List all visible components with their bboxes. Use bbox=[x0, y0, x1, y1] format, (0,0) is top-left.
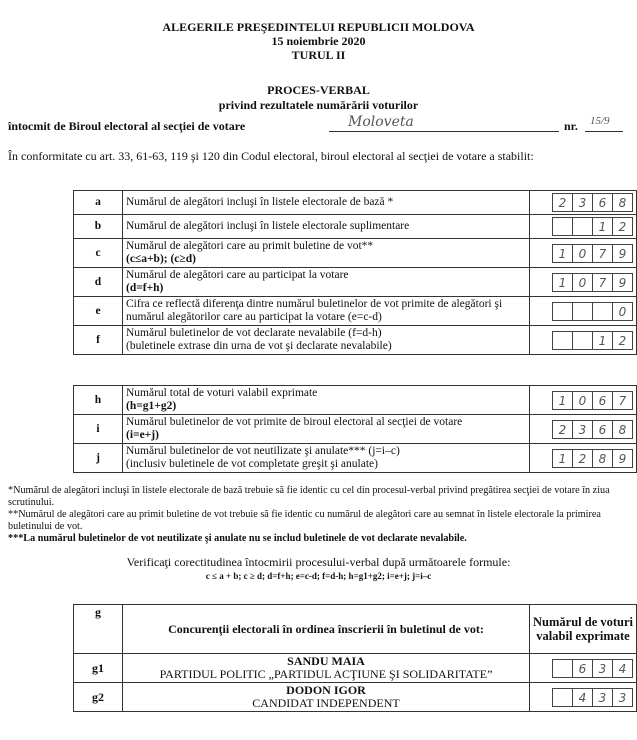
row-description bbox=[123, 239, 530, 268]
row-desc-text: Numărul de alegători incluşi în listele electorale suplimentare bbox=[126, 220, 410, 232]
candidate-party: PARTIDUL POLITIC „PARTIDUL ACŢIUNE ŞI SOLIDARITATE” bbox=[159, 667, 493, 681]
result-row-j bbox=[74, 444, 637, 473]
row-desc-text: Numărul de alegători care au primit buletine de vot** bbox=[126, 240, 374, 252]
digit-box bbox=[592, 302, 613, 321]
digit-box: 1 bbox=[552, 449, 573, 468]
result-row-i bbox=[74, 415, 637, 444]
digit-boxes bbox=[533, 273, 633, 292]
candidates-key-header: g bbox=[74, 605, 123, 654]
results-table-2 bbox=[73, 385, 637, 473]
row-description bbox=[123, 268, 530, 297]
row-key: j bbox=[74, 444, 123, 473]
digit-box: 2 bbox=[612, 331, 633, 350]
digit-boxes-cell bbox=[530, 444, 637, 473]
digit-box bbox=[572, 331, 593, 350]
digit-box: 3 bbox=[572, 420, 593, 439]
row-key: c bbox=[74, 239, 123, 268]
footnotes bbox=[8, 485, 630, 545]
digit-box: 3 bbox=[572, 193, 593, 212]
digit-boxes-cell bbox=[530, 297, 637, 326]
row-key: e bbox=[74, 297, 123, 326]
nr-label: nr. bbox=[564, 119, 578, 133]
digit-box: 3 bbox=[592, 688, 613, 707]
digit-box: 9 bbox=[612, 449, 633, 468]
digit-box: 2 bbox=[572, 449, 593, 468]
digit-box: 1 bbox=[592, 217, 613, 236]
pv-title: PROCES-VERBAL bbox=[267, 83, 370, 97]
digit-box: 0 bbox=[572, 244, 593, 263]
digit-box: 9 bbox=[612, 273, 633, 292]
candidate-name: DODON IGOR bbox=[286, 683, 366, 697]
digit-boxes-cell bbox=[530, 326, 637, 355]
row-description bbox=[123, 215, 530, 239]
pv-subtitle: privind rezultatele numărării voturilor bbox=[218, 98, 419, 112]
digit-boxes bbox=[533, 331, 633, 350]
row-desc-text: Numărul buletinelor de vot declarate nevalabile (f=d-h) bbox=[126, 327, 382, 339]
digit-boxes bbox=[533, 217, 633, 236]
row-key: b bbox=[74, 215, 123, 239]
digit-box: 3 bbox=[612, 688, 633, 707]
digit-boxes-cell bbox=[530, 415, 637, 444]
digit-box: 7 bbox=[592, 244, 613, 263]
row-description bbox=[123, 386, 530, 415]
footnote-2: **Numărul de alegători care au primit buletine de vot trebuie să fie identic cu numărul de alegători care au semnat în listele electorale la primirea buletinului de vot. bbox=[8, 509, 601, 532]
digit-box: 6 bbox=[572, 659, 593, 678]
document-header bbox=[0, 20, 637, 62]
digit-box: 0 bbox=[572, 273, 593, 292]
candidate-row-g1 bbox=[74, 654, 637, 683]
row-formula: (inclusiv buletinele de vot completate greşit şi anulate) bbox=[126, 458, 378, 470]
row-formula: (buletinele extrase din urna de vot şi declarate nevalabile) bbox=[126, 340, 392, 352]
digit-boxes-cell bbox=[530, 239, 637, 268]
candidates-desc-header: Concurenţii electorali în ordinea înscrierii în buletinul de vot: bbox=[123, 605, 530, 654]
digit-box bbox=[572, 302, 593, 321]
row-description bbox=[123, 444, 530, 473]
row-formula: (h=g1+g2) bbox=[126, 400, 177, 412]
row-desc-text: Numărul de alegători incluşi în listele electorale de bază * bbox=[126, 196, 394, 208]
row-key: d bbox=[74, 268, 123, 297]
digit-box: 0 bbox=[572, 391, 593, 410]
digit-box bbox=[552, 659, 573, 678]
digit-box: 6 bbox=[592, 391, 613, 410]
digit-box bbox=[552, 331, 573, 350]
digit-box: 6 bbox=[592, 420, 613, 439]
candidate-party: CANDIDAT INDEPENDENT bbox=[252, 696, 400, 710]
digit-box: 0 bbox=[612, 302, 633, 321]
intro-text: În conformitate cu art. 33, 61-63, 119 şi 120 din Codul electoral, biroul electoral al secţiei de votare a stabilit: bbox=[8, 149, 534, 163]
bureau-line bbox=[8, 114, 628, 134]
election-round: TURUL II bbox=[291, 48, 346, 62]
digit-box: 4 bbox=[572, 688, 593, 707]
row-key: h bbox=[74, 386, 123, 415]
result-row-f bbox=[74, 326, 637, 355]
candidates-header-row bbox=[74, 605, 637, 654]
digit-box: 1 bbox=[552, 273, 573, 292]
election-date: 15 noiembrie 2020 bbox=[271, 34, 366, 48]
candidate-key: g2 bbox=[74, 683, 123, 712]
row-desc-text: Numărul buletinelor de vot neutilizate şi anulate*** (j=i–c) bbox=[126, 445, 400, 457]
row-key: a bbox=[74, 191, 123, 215]
row-description bbox=[123, 191, 530, 215]
row-formula: (c≤a+b); (c≥d) bbox=[126, 253, 196, 265]
pv-heading bbox=[0, 83, 637, 113]
digit-boxes bbox=[533, 302, 633, 321]
nr-value: 15/9 bbox=[590, 115, 610, 127]
candidate-description bbox=[123, 654, 530, 683]
candidate-row-g2 bbox=[74, 683, 637, 712]
digit-box: 6 bbox=[592, 193, 613, 212]
digit-box: 2 bbox=[552, 420, 573, 439]
footnote-1: *Numărul de alegători incluşi în listele electorale de bază trebuie să fie identic cu cel din procesul-verbal privind pregătirea secţiei de votare în ziua scrutinului. bbox=[8, 485, 610, 508]
digit-box bbox=[552, 688, 573, 707]
digit-boxes bbox=[533, 420, 633, 439]
row-formula: (d=f+h) bbox=[126, 282, 164, 294]
digit-boxes bbox=[533, 193, 633, 212]
digit-boxes-cell bbox=[530, 215, 637, 239]
digit-boxes-cell bbox=[530, 191, 637, 215]
digit-boxes-cell bbox=[530, 683, 637, 712]
row-key: f bbox=[74, 326, 123, 355]
digit-box: 9 bbox=[612, 244, 633, 263]
candidates-votes-header: Numărul de voturi valabil exprimate bbox=[530, 605, 637, 654]
row-description bbox=[123, 326, 530, 355]
result-row-h bbox=[74, 386, 637, 415]
election-title: ALEGERILE PREŞEDINTELUI REPUBLICII MOLDOVA bbox=[162, 20, 475, 34]
digit-box: 1 bbox=[552, 244, 573, 263]
verification-formula: c ≤ a + b; c ≥ d; d=f+h; e=c-d; f=d-h; h=g1+g2; i=e+j; j=i–c bbox=[205, 571, 432, 581]
digit-box: 7 bbox=[612, 391, 633, 410]
digit-box: 8 bbox=[592, 449, 613, 468]
digit-boxes bbox=[533, 391, 633, 410]
digit-box: 1 bbox=[592, 331, 613, 350]
digit-boxes bbox=[533, 659, 633, 678]
candidate-description bbox=[123, 683, 530, 712]
digit-box bbox=[572, 217, 593, 236]
row-description bbox=[123, 297, 530, 326]
digit-boxes-cell bbox=[530, 654, 637, 683]
result-row-b bbox=[74, 215, 637, 239]
digit-boxes bbox=[533, 244, 633, 263]
verification-text: Verificaţi corectitudinea întocmirii procesului-verbal după următoarele formule: bbox=[126, 555, 511, 569]
digit-boxes-cell bbox=[530, 268, 637, 297]
candidates-table bbox=[73, 604, 637, 712]
result-row-d bbox=[74, 268, 637, 297]
row-key: i bbox=[74, 415, 123, 444]
row-desc-text: Numărul de alegători care au participat la votare bbox=[126, 269, 349, 281]
results-table-1 bbox=[73, 190, 637, 355]
bureau-handwritten-name: Moloveta bbox=[348, 114, 414, 130]
bureau-label: întocmit de Biroul electoral al secţiei de votare bbox=[8, 119, 246, 133]
result-row-e bbox=[74, 297, 637, 326]
digit-box: 2 bbox=[552, 193, 573, 212]
digit-boxes bbox=[533, 688, 633, 707]
footnote-3: ***La numărul buletinelor de vot neutilizate şi anulate nu se includ buletinele de vot declarate nevalabile. bbox=[8, 533, 467, 544]
row-desc-text: Numărul buletinelor de vot primite de biroul electoral al secţiei de votare bbox=[126, 416, 463, 428]
candidate-name: SANDU MAIA bbox=[287, 654, 365, 668]
row-formula: (i=e+j) bbox=[126, 429, 159, 441]
candidate-key: g1 bbox=[74, 654, 123, 683]
bureau-underline bbox=[329, 131, 559, 132]
digit-box bbox=[552, 217, 573, 236]
result-row-a bbox=[74, 191, 637, 215]
result-row-c bbox=[74, 239, 637, 268]
digit-boxes-cell bbox=[530, 386, 637, 415]
digit-box: 7 bbox=[592, 273, 613, 292]
row-description bbox=[123, 415, 530, 444]
digit-box bbox=[552, 302, 573, 321]
digit-box: 8 bbox=[612, 420, 633, 439]
row-desc-text: Cifra ce reflectă diferenţa dintre numărul buletinelor de vot primite de alegători şi numărul alegătorilor care au participat la votare (e=c-d) bbox=[126, 298, 503, 323]
digit-box: 4 bbox=[612, 659, 633, 678]
digit-boxes bbox=[533, 449, 633, 468]
nr-underline bbox=[585, 131, 623, 132]
digit-box: 1 bbox=[552, 391, 573, 410]
digit-box: 3 bbox=[592, 659, 613, 678]
row-desc-text: Numărul total de voturi valabil exprimate bbox=[126, 387, 318, 399]
digit-box: 2 bbox=[612, 217, 633, 236]
digit-box: 8 bbox=[612, 193, 633, 212]
